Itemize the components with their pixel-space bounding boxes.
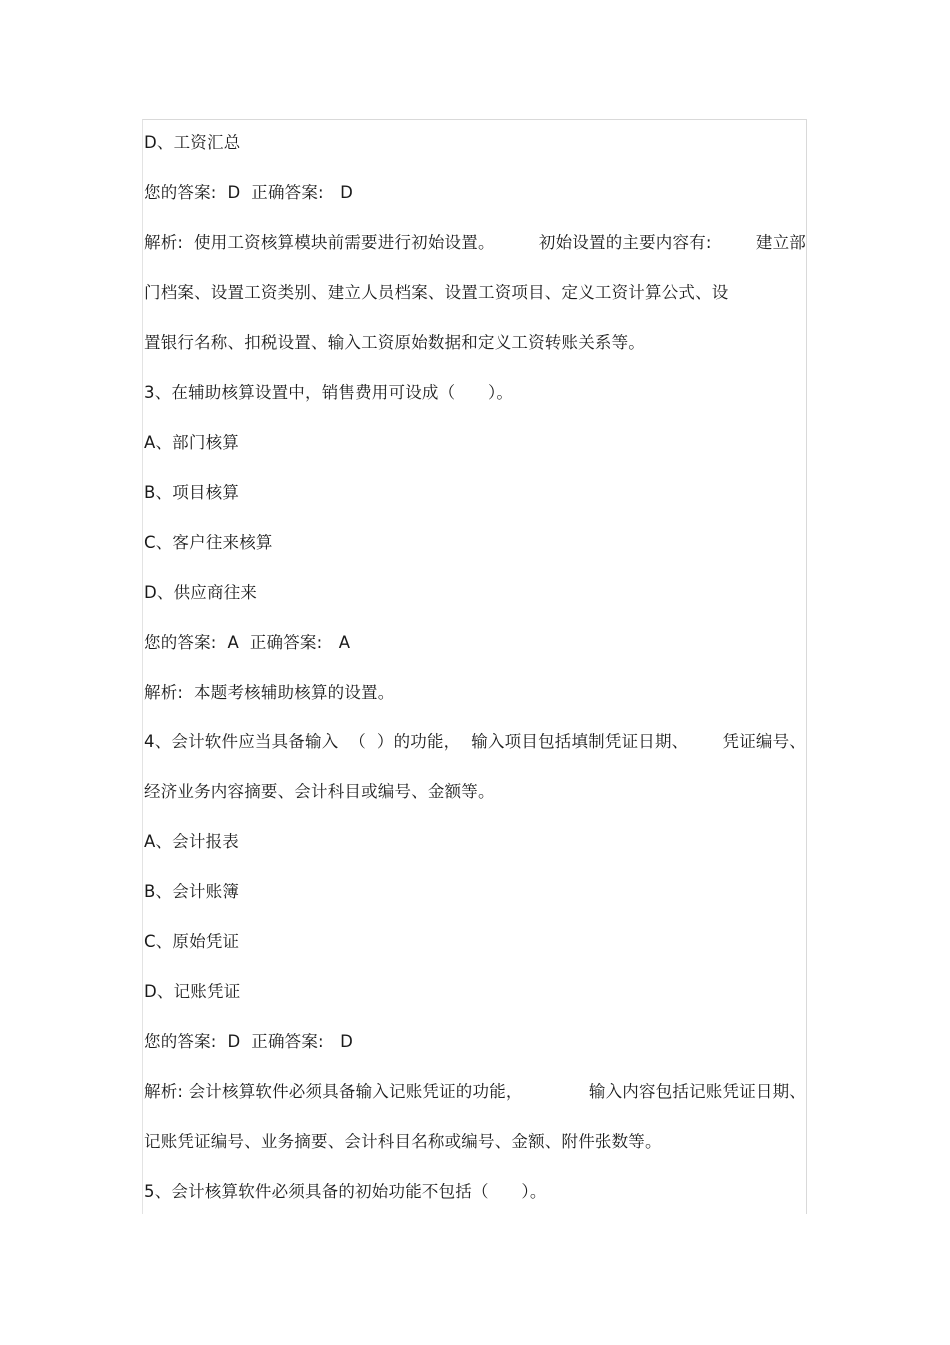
option-b-q4: B、会计账簿 <box>144 882 240 901</box>
answer-line-q3: 您的答案: A 正确答案: A <box>144 633 351 652</box>
analysis-q2-line1 <box>144 232 806 254</box>
question-5: 5、会计核算软件必须具备的初始功能不包括（ ）。 <box>144 1182 547 1201</box>
option-a-q3: A、部门核算 <box>144 433 239 452</box>
answer-line-q2: 您的答案: D 正确答案: D <box>144 183 354 202</box>
analysis-q4-part1: 解析: 会计核算软件必须具备输入记账凭证的功能， <box>144 1082 523 1101</box>
option-d-q4: D、记账凭证 <box>144 982 241 1001</box>
analysis-q2-line3: 置银行名称、扣税设置、输入工资原始数据和定义工资转账关系等。 <box>144 333 645 352</box>
question-4-line1 <box>144 731 806 753</box>
analysis-q4-line1 <box>144 1081 806 1103</box>
answer-line-q4: 您的答案: D 正确答案: D <box>144 1032 354 1051</box>
option-d-q3: D、供应商往来 <box>144 583 258 602</box>
question-4-part2: 凭证编号、 <box>722 732 806 751</box>
option-d-q2: D、工资汇总 <box>144 133 241 152</box>
question-4-part1: 4、会计软件应当具备输入 （ ）的功能， 输入项目包括填制凭证日期、 <box>144 732 689 751</box>
analysis-q2-part2: 初始设置的主要内容有: <box>538 233 712 252</box>
analysis-q2-part3: 建立部 <box>755 233 806 252</box>
option-c-q3: C、客户往来核算 <box>144 533 273 552</box>
question-4-line2: 经济业务内容摘要、会计科目或编号、金额等。 <box>144 782 495 801</box>
analysis-q4-part2: 输入内容包括记账凭证日期、 <box>588 1082 806 1101</box>
analysis-q3: 解析: 本题考核辅助核算的设置。 <box>144 683 395 702</box>
question-3: 3、在辅助核算设置中，销售费用可设成（ ）。 <box>144 383 514 402</box>
analysis-q2-part1: 解析: 使用工资核算模块前需要进行初始设置。 <box>144 233 495 252</box>
analysis-q4-line2: 记账凭证编号、业务摘要、会计科目名称或编号、金额、附件张数等。 <box>144 1132 662 1151</box>
option-c-q4: C、原始凭证 <box>144 932 240 951</box>
option-a-q4: A、会计报表 <box>144 832 239 851</box>
analysis-q2-line2: 门档案、设置工资类别、建立人员档案、设置工资项目、定义工资计算公式、设 <box>144 283 729 302</box>
option-b-q3: B、项目核算 <box>144 483 240 502</box>
